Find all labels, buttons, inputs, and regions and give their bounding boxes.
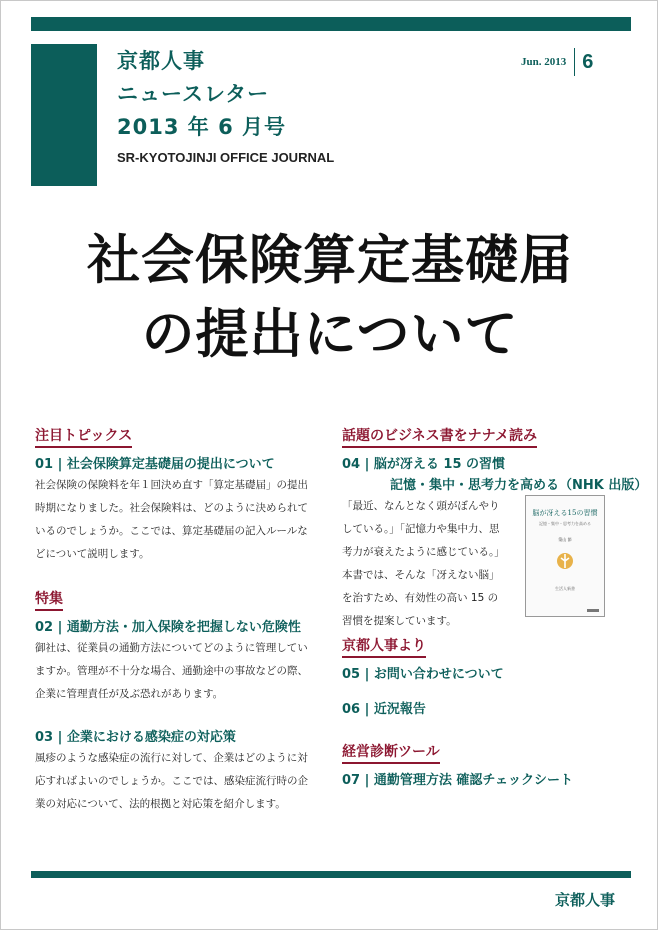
article-body-04 <box>342 495 518 633</box>
left-column <box>35 425 331 816</box>
issue-info <box>521 48 593 76</box>
article-body-03 <box>35 747 331 816</box>
section-heading-from-kyotojinji: 京都人事より <box>342 635 426 658</box>
book-cover-author: 築山 節 <box>558 537 572 542</box>
top-accent-bar <box>31 17 631 31</box>
article-body-line: 風疹のような感染症の流行に対して、企業はどのように対 <box>35 752 308 764</box>
article-title-07[interactable]: 07 | 通勤管理方法 確認チェックシート <box>342 773 574 788</box>
issue-number: 6 <box>582 50 594 73</box>
article-title-05[interactable]: 05 | お問い合わせについて <box>342 667 504 682</box>
article-body-line: 本書では、そんな「冴えない脳」 <box>342 569 500 581</box>
article-body-line: どについて説明します。 <box>35 548 150 560</box>
book-cover-subtitle: 記憶・集中・思考力を高める <box>539 521 591 526</box>
masthead-title-line2: ニュースレター <box>117 82 270 106</box>
masthead <box>117 45 334 165</box>
article-body-line: している。」「記憶力や集中力、思 <box>342 523 500 535</box>
article-body-line: 考力が衰えたように感じている。」 <box>342 546 505 558</box>
article-body-line: 時期になりました。社会保険料は、どのように決められて <box>35 502 308 514</box>
book-review <box>342 495 632 625</box>
bottom-accent-bar <box>31 871 631 878</box>
article-body-line: 社会保険の保険料を年１回決め直す「算定基礎届」の提出 <box>35 479 308 491</box>
masthead-color-block <box>31 44 97 186</box>
headline-line1: 社会保険算定基礎届 <box>87 230 573 291</box>
book-cover-barcode <box>587 609 599 612</box>
right-column <box>342 425 648 790</box>
article-body-line: 習慣を提案しています。 <box>342 615 457 627</box>
article-body-line: 御社は、従業員の通勤方法についてどのように管理してい <box>35 642 308 654</box>
article-title-02[interactable]: 02 | 通勤方法・加入保険を把握しない危険性 <box>35 620 301 635</box>
section-heading-management-tools: 経営診断ツール <box>342 741 440 764</box>
article-body-01 <box>35 474 331 566</box>
masthead-title-line3: 2013 年 6 月号 <box>117 115 286 139</box>
main-headline <box>1 224 658 372</box>
masthead-title-line1: 京都人事 <box>117 49 205 73</box>
article-title-06[interactable]: 06 | 近況報告 <box>342 702 426 717</box>
article-body-line: 企業に管理責任が及ぶ恐れがあります。 <box>35 688 224 700</box>
issue-date: Jun. 2013 <box>521 56 567 68</box>
article-body-line: 「最近、なんとなく頭がぼんやり <box>342 500 500 512</box>
article-body-02 <box>35 637 331 706</box>
article-title-03[interactable]: 03 | 企業における感染症の対応策 <box>35 730 236 745</box>
article-body-line: 業の対応について、法的根拠と対応策を紹介します。 <box>35 798 286 810</box>
section-heading-featured-topics: 注目トピックス <box>35 425 132 448</box>
article-subtitle-04: 記憶・集中・思考力を高める（NHK 出版） <box>390 478 648 493</box>
book-cover-publisher: 生活人新書 <box>555 586 575 591</box>
book-cover-title: 脳が冴える15の習慣 <box>532 509 598 517</box>
article-title-01[interactable]: 01 | 社会保険算定基礎届の提出について <box>35 457 275 472</box>
article-title-04[interactable]: 04 | 脳が冴える 15 の習慣 <box>342 457 506 472</box>
publisher-logo-icon <box>556 548 574 574</box>
book-cover-image <box>525 495 605 617</box>
headline-line2: の提出について <box>141 304 519 365</box>
footer-brand: 京都人事 <box>554 891 615 909</box>
section-heading-special-feature: 特集 <box>35 588 63 611</box>
article-body-line: ますか。管理が不十分な場合、通勤途中の事故などの際、 <box>35 665 308 677</box>
article-body-line: いるのでしょうか。ここでは、算定基礎届の記入ルールな <box>35 525 308 537</box>
article-body-line: を治すため、有効性の高い 15 の <box>342 592 499 604</box>
article-body-line: 応すればよいのでしょうか。ここでは、感染症流行時の企 <box>35 775 308 787</box>
section-heading-business-books: 話題のビジネス書をナナメ読み <box>342 425 537 448</box>
masthead-subtitle: SR-KYOTOJINJI OFFICE JOURNAL <box>117 150 335 165</box>
